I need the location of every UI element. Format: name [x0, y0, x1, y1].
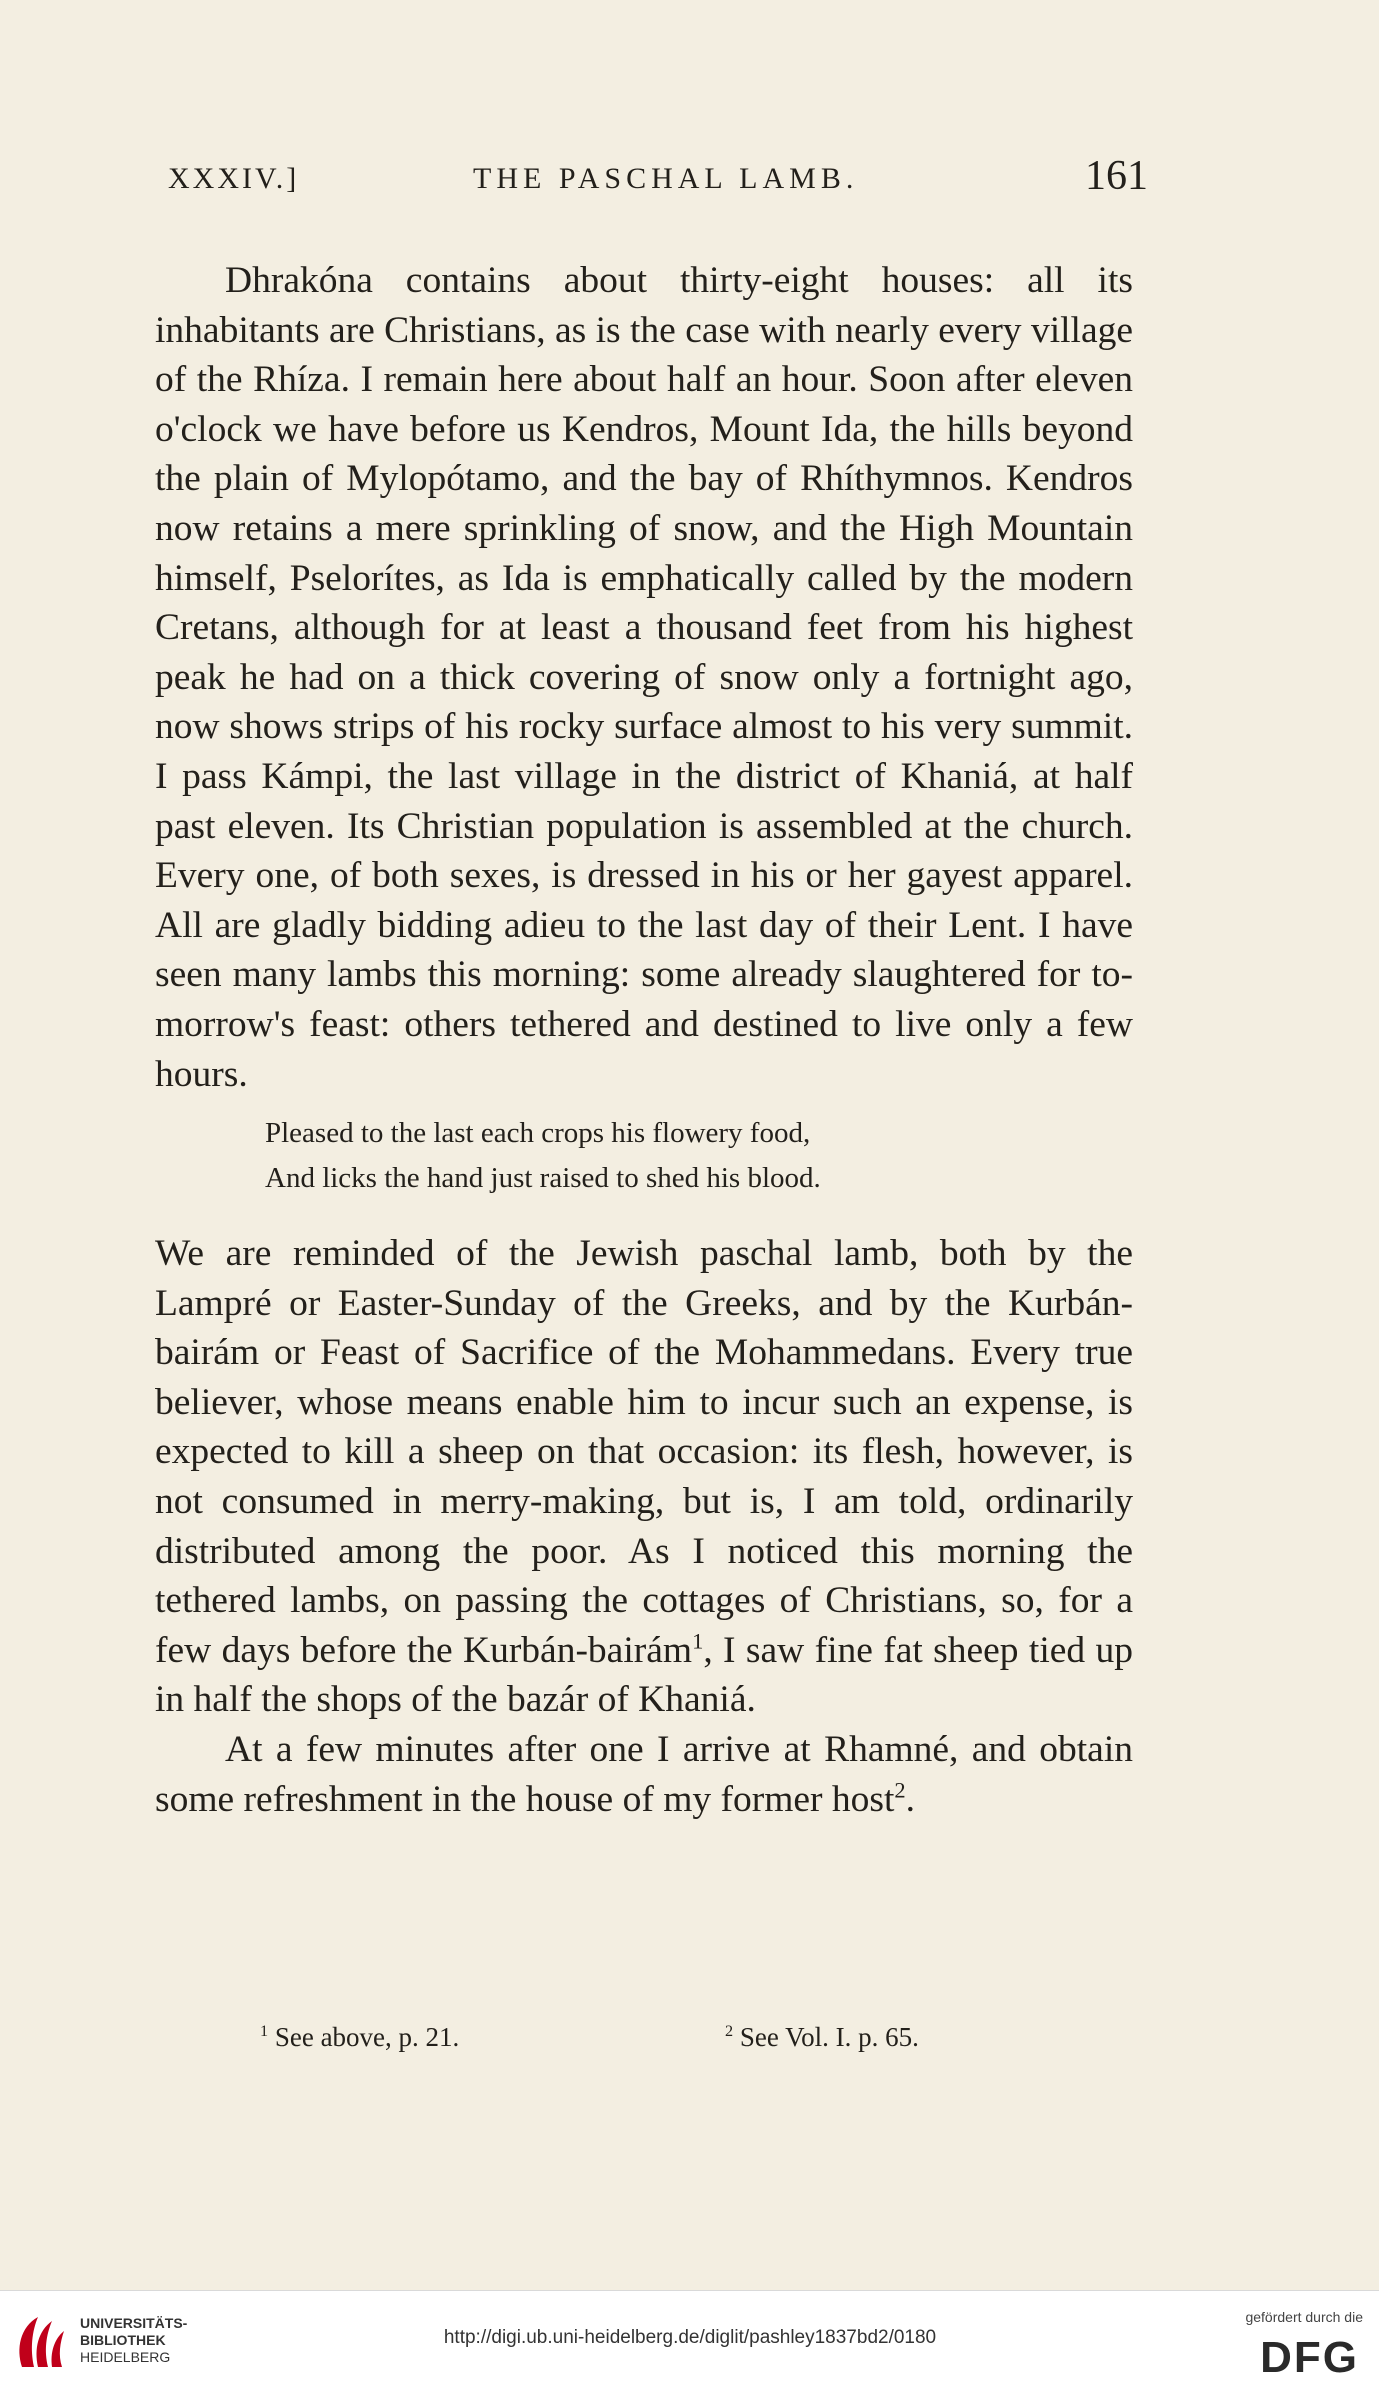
verse-quote: [265, 1111, 1133, 1201]
footnotes: [260, 2022, 1120, 2062]
viewer-footer: [0, 2290, 1379, 2394]
paragraph-2: [155, 1229, 1133, 1725]
footnote-1-text: See above, p. 21.: [274, 2022, 460, 2052]
paragraph-3: [155, 1725, 1133, 1824]
paragraph-1: Dhrakóna contains about thirty-eight houses: all its inhabitants are Christians, as is the case with nearly every village of the Rhíza. I remain here about half an hour. Soon after eleven o'clock we have before us Kendros, Mount Ida, the hills beyond the plain of Mylopótamo, and the bay of Rhíthymnos. Kendros now retains a mere sprinkling of snow, and the High Mountain himself, Pselorítes, as Ida is emphatically called by the modern Cretans, although for at least a thousand feet from his highest peak he had on a thick covering of snow only a fortnight ago, now shows strips of his rocky surface almost to his very summit. I pass Kámpi, the last village in the district of Khaniá, at half past eleven. Its Christian population is assembled at the church. Every one, of both sexes, is dressed in his or her gayest apparel. All are gladly bidding adieu to the last day of their Lent. I have seen many lambs this morning: some already slaughtered for to-morrow's feast: others tethered and destined to live only a few hours.: [155, 260, 1133, 1095]
paragraph-2-text-b: , I saw fine fat sheep tied up in half the shops of the bazár of Khaniá.: [155, 1629, 1134, 1721]
funded-by-label: gefördert durch die: [1245, 2309, 1363, 2325]
verse-line-2: And licks the hand just raised to shed his blood.: [265, 1162, 821, 1195]
footnote-2-mark: 2: [725, 2022, 734, 2040]
university-library-logo-icon: [12, 2309, 72, 2375]
footnote-1: [260, 2022, 459, 2053]
permalink-url[interactable]: http://digi.ub.uni-heidelberg.de/diglit/pashley1837bd2/0180: [443, 2327, 937, 2348]
page-number: 161: [1085, 153, 1148, 199]
dfg-logo: DFG: [1260, 2333, 1359, 2382]
footnote-2-text: See Vol. I. p. 65.: [739, 2022, 919, 2052]
paragraph-2-text-a: We are reminded of the Jewish paschal lamb, both by the Lampré or Easter-Sunday of the Greeks, and by the Kurbán-bairám or Feast of Sacrifice of the Mohammedans. Every true believer, whose means enable him to incur such an expense, is expected to kill a sheep on that occasion: its flesh, however, is not consumed in merry-making, but is, I am told, ordinarily distributed among the poor. As I noticed this morning the tethered lambs, on passing the cottages of Christians, so, for a few days before the Kurbán-bairám: [155, 1233, 1133, 1671]
library-line-3: HEIDELBERG: [80, 2349, 171, 2365]
paragraph-3-text-a: At a few minutes after one I arrive at Rhamné, and obtain some refreshment in the house of my former host: [155, 1729, 1133, 1820]
running-title: THE PASCHAL LAMB.: [473, 162, 859, 195]
paragraph-3-text-b: .: [905, 1778, 916, 1820]
footnote-ref-2: 2: [894, 1777, 906, 1803]
footnote-ref-1: 1: [692, 1628, 704, 1654]
library-line-2: BIBLIOTHEK: [80, 2332, 166, 2348]
library-name: [80, 2315, 187, 2366]
footnote-1-mark: 1: [260, 2022, 269, 2040]
verse-line-1: Pleased to the last each crops his flowery food,: [265, 1117, 811, 1150]
body-text: [155, 256, 1133, 1824]
footnote-2: [725, 2022, 919, 2053]
chapter-number: XXXIV.]: [168, 162, 300, 195]
running-header: [168, 152, 1148, 212]
library-line-1: UNIVERSITÄTS-: [80, 2315, 188, 2331]
